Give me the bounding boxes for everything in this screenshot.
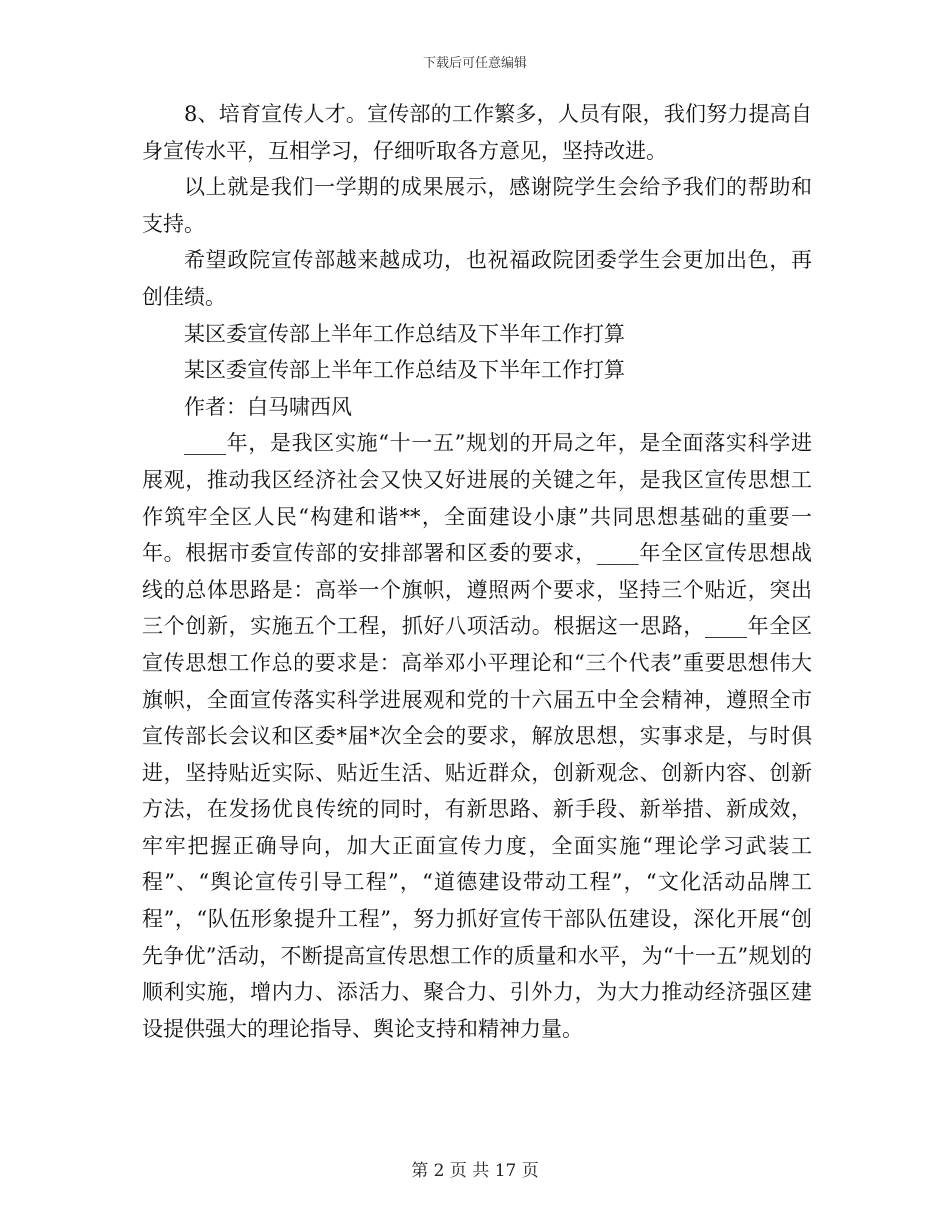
footer-total-word: 共 bbox=[472, 1161, 490, 1181]
footer-current-page: 2 bbox=[433, 1161, 445, 1181]
page-footer bbox=[0, 1156, 950, 1181]
document-body bbox=[142, 96, 812, 1047]
footer-total-pages: 17 bbox=[494, 1161, 517, 1181]
paragraph-thanks: 以上就是我们一学期的成果展示，感谢院学生会给予我们的帮助和支持。 bbox=[142, 175, 812, 236]
document-author: 作者：白马啸西风 bbox=[184, 394, 352, 419]
paragraph-main: ____年，是我区实施“十一五”规划的开局之年，是全面落实科学进展观，推动我区经济社会又快又好进展的关键之年，是我区宣传思想工作筑牢全区人民“构建和谐**，全面建设小康”共同思想基础的重要一年。根据市委宣传部的安排部署和区委的要求，____年全区宣传思想战线的总体思路是：高举一个旗帜，遵照两个要求，坚持三个贴近，突出三个创新，实施五个工程，抓好八项活动。根据这一思路，____年全区宣传思想工作总的要求是：高举邓小平理论和“三个代表”重要思想伟大旗帜，全面宣传落实科学进展观和党的十六届五中全会精神，遵照全市宣传部长会议和区委*届*次全会的要求，解放思想，实事求是，与时俱进，坚持贴近实际、贴近生活、贴近群众，创新观念、创新内容、创新方法，在发扬优良传统的同时，有新思路、新手段、新举措、新成效，牢牢把握正确导向，加大正面宣传力度，全面实施“理论学习武装工程”、“舆论宣传引导工程”，“道德建设带动工程”，“文化活动品牌工程”，“队伍形象提升工程”，努力抓好宣传干部队伍建设，深化开展“创先争优”活动，不断提高宣传思想工作的质量和水平，为“十一五”规划的顺利实施，增内力、添活力、聚合力、引外力，为大力推动经济强区建设提供强大的理论指导、舆论支持和精神力量。 bbox=[142, 431, 812, 1041]
footer-suffix: 页 bbox=[521, 1161, 539, 1181]
header-note: 下载后可任意编辑 bbox=[422, 56, 527, 71]
paragraph-wishes: 希望政院宣传部越来越成功，也祝福政院团委学生会更加出色，再创佳绩。 bbox=[142, 248, 812, 309]
page-header bbox=[0, 52, 950, 71]
document-title: 某区委宣传部上半年工作总结及下半年工作打算 bbox=[184, 321, 625, 346]
footer-page-word: 页 bbox=[449, 1161, 467, 1181]
footer-prefix: 第 bbox=[411, 1161, 429, 1181]
paragraph-talent: 8、培育宣传人才。宣传部的工作繁多，人员有限，我们努力提高自身宣传水平，互相学习，仔细听取各方意见，坚持改进。 bbox=[142, 102, 812, 163]
document-title-repeat: 某区委宣传部上半年工作总结及下半年工作打算 bbox=[184, 358, 625, 383]
